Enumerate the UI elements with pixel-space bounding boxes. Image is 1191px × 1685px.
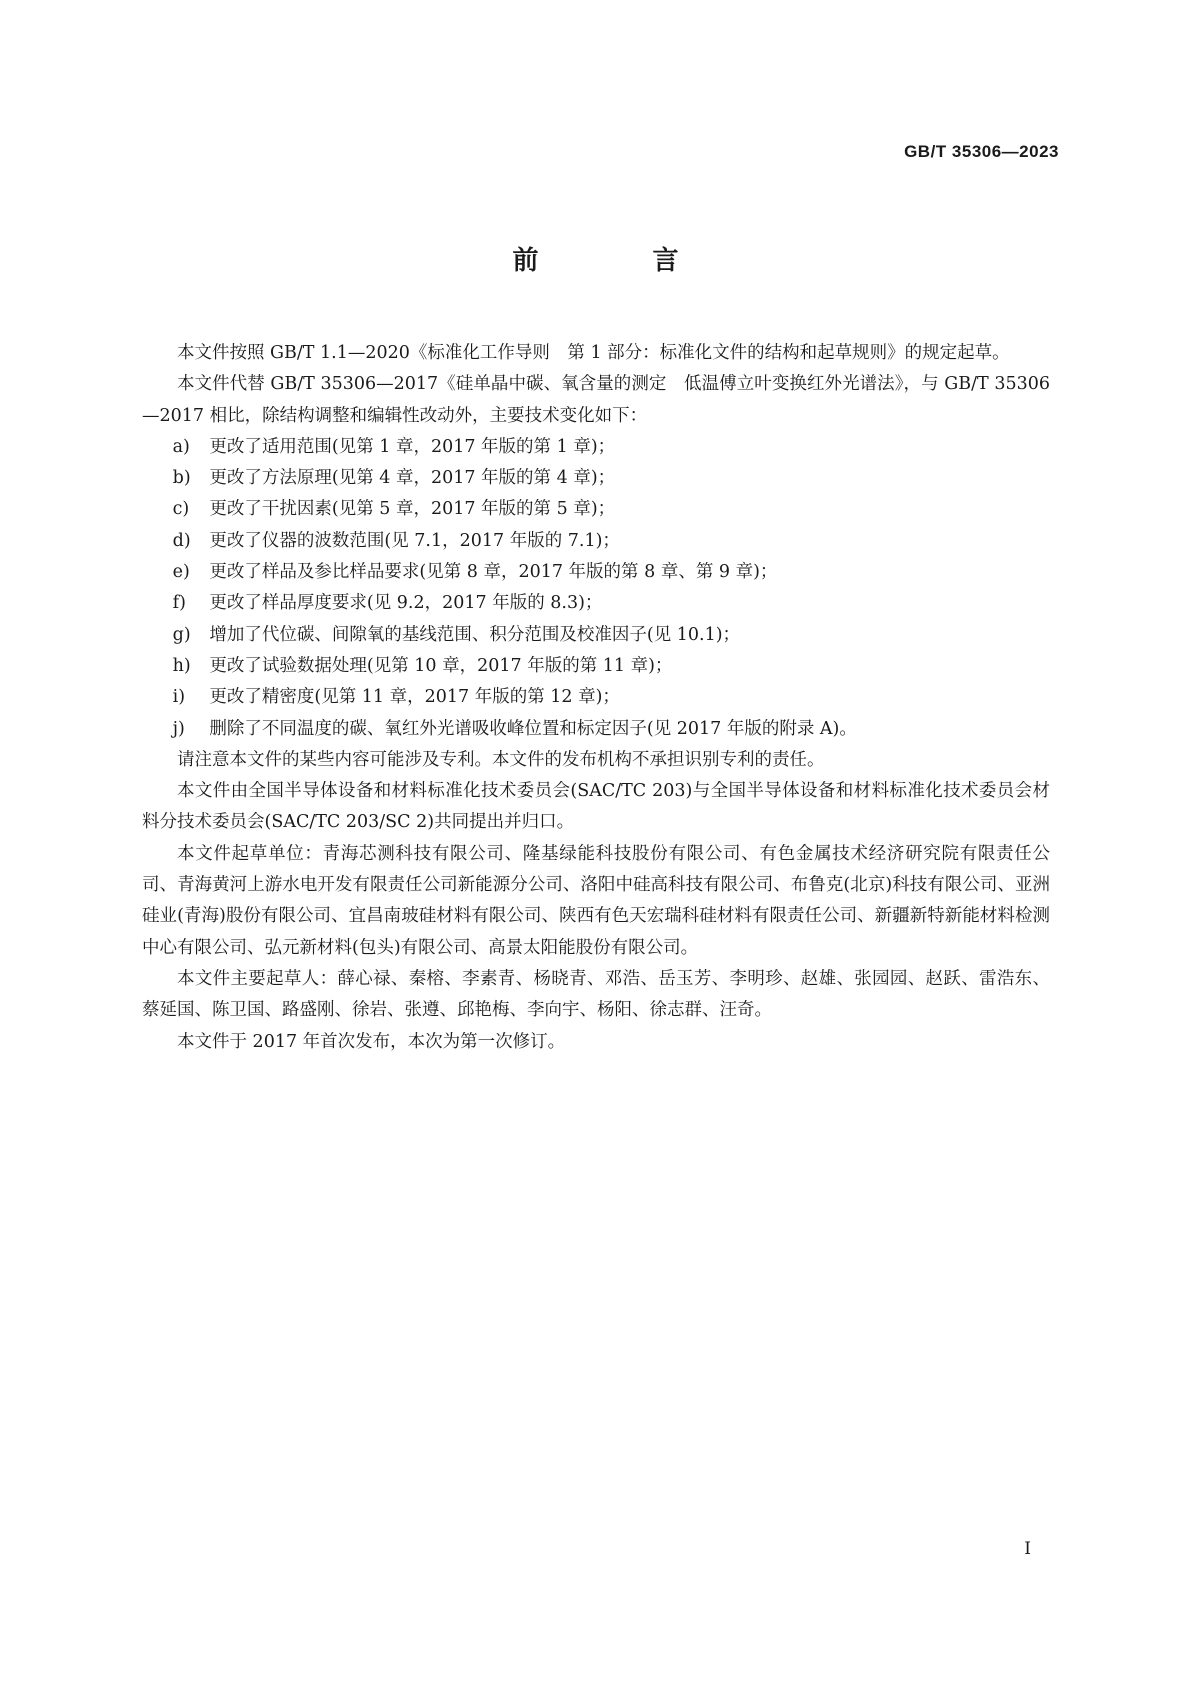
list-item-text: 更改了样品及参比样品要求(见第 8 章，2017 年版的第 8 章、第 9 章)； (209, 562, 778, 583)
list-marker: a) (172, 436, 190, 457)
list-item-text: 更改了样品厚度要求(见 9.2，2017 年版的 8.3)； (209, 593, 603, 614)
list-item (142, 651, 1050, 682)
list-item-text: 更改了方法原理(见第 4 章，2017 年版的第 4 章)； (209, 468, 616, 489)
list-marker: f) (172, 593, 186, 614)
list-item (142, 432, 1050, 463)
list-item-text: 更改了适用范围(见第 1 章，2017 年版的第 1 章)； (209, 436, 616, 457)
paragraph-replaces: 本文件代替 GB/T 35306—2017《硅单晶中碳、氧含量的测定 低温傅立叶变换红外光谱法》，与 GB/T 35306—2017 相比，除结构调整和编辑性改动外，主要技术变化如下： (142, 374, 1050, 426)
list-marker: e) (172, 562, 190, 583)
paragraph-patent-notice: 请注意本文件的某些内容可能涉及专利。本文件的发布机构不承担识别专利的责任。 (177, 749, 825, 770)
list-item-text: 更改了干扰因素(见第 5 章，2017 年版的第 5 章)； (209, 499, 616, 520)
paragraph-drafting-rules: 本文件按照 GB/T 1.1—2020《标准化工作导则 第 1 部分：标准化文件的结构和起草规则》的规定起草。 (177, 343, 1010, 363)
list-marker: i) (172, 687, 186, 708)
list-marker: j) (172, 718, 185, 739)
list-marker: b) (172, 468, 191, 489)
list-item (142, 620, 1050, 651)
list-marker: c) (172, 499, 190, 520)
list-item-text: 更改了试验数据处理(见第 10 章，2017 年版的第 11 章)； (209, 655, 673, 676)
list-marker: g) (172, 624, 191, 645)
list-item (142, 494, 1050, 525)
list-item (142, 557, 1050, 588)
list-marker: h) (172, 655, 191, 676)
list-item (142, 463, 1050, 494)
list-item (142, 526, 1050, 557)
list-item-text: 增加了代位碳、间隙氧的基线范围、积分范围及校准因子(见 10.1)； (209, 624, 741, 645)
foreword-body (142, 338, 1050, 1058)
list-item (142, 682, 1050, 713)
list-item (142, 714, 1050, 745)
paragraph-publication-history: 本文件于 2017 年首次发布，本次为第一次修订。 (177, 1031, 566, 1052)
paragraph-proposed-by: 本文件由全国半导体设备和材料标准化技术委员会(SAC/TC 203)与全国半导体设备和材料标准化技术委员会材料分技术委员会(SAC/TC 203/SC 2)共同提出并归口。 (142, 781, 1050, 833)
paragraph-drafters: 本文件主要起草人：薛心禄、秦榕、李素青、杨晓青、邓浩、岳玉芳、李明珍、赵雄、张园园、赵跃、雷浩东、蔡延国、陈卫国、路盛刚、徐岩、张遵、邱艳梅、李向宇、杨阳、徐志群、汪奇。 (142, 968, 1050, 1021)
standard-code: GB/T 35306—2023 (904, 142, 1059, 161)
list-marker: d) (172, 530, 191, 551)
list-item-text: 更改了精密度(见第 11 章，2017 年版的第 12 章)； (209, 687, 620, 708)
page-number: I (1024, 1539, 1031, 1559)
paragraph-drafting-units: 本文件起草单位：青海芯测科技有限公司、隆基绿能科技股份有限公司、有色金属技术经济研究院有限责任公司、青海黄河上游水电开发有限责任公司新能源分公司、洛阳中硅高科技有限公司、布鲁克(北京)科技有限公司、亚洲硅业(青海)股份有限公司、宜昌南玻硅材料有限公司、陕西有色天宏瑞科硅材料有限责任公司、新疆新特新能材料检测中心有限公司、弘元新材料(包头)有限公司、高景太阳能股份有限公司。 (142, 843, 1050, 958)
page-title: 前 言 (512, 246, 723, 276)
list-item-text: 更改了仪器的波数范围(见 7.1，2017 年版的 7.1)； (209, 530, 620, 551)
list-item-text: 删除了不同温度的碳、氧红外光谱吸收峰位置和标定因子(见 2017 年版的附录 A)。 (209, 718, 857, 739)
list-item (142, 588, 1050, 619)
